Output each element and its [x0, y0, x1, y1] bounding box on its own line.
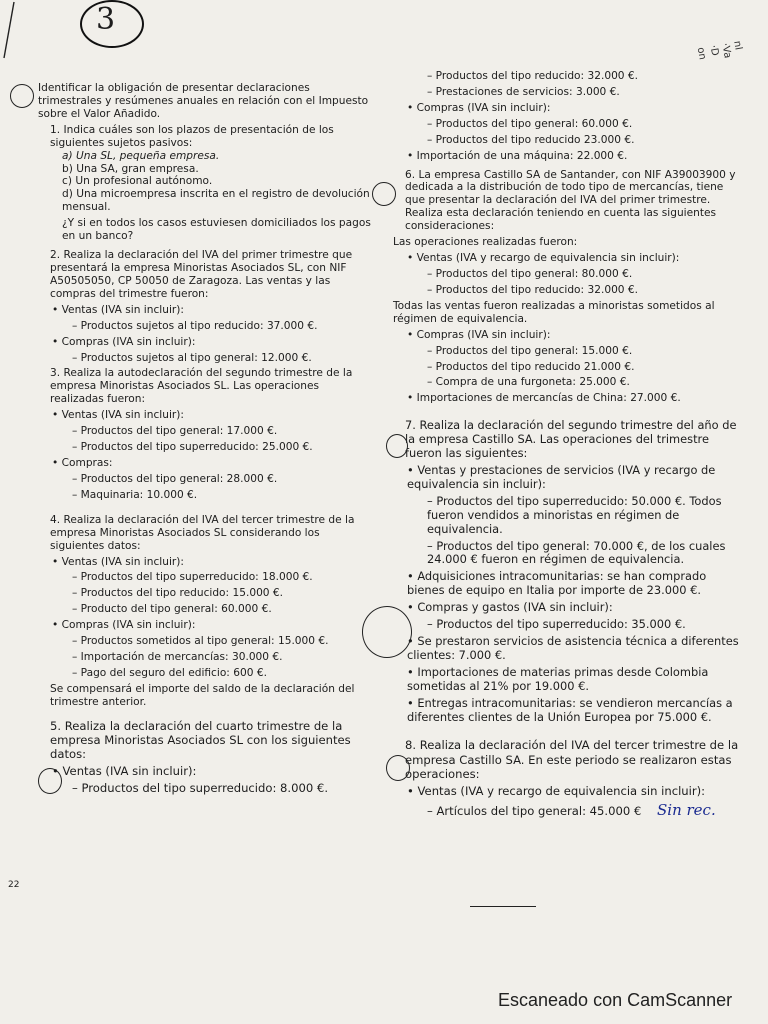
- exercise-8-lead: 8. Realiza la declaración del IVA del tercer trimestre de la empresa Castillo SA. En este periodo se realizaron estas operaciones:: [405, 738, 739, 781]
- exercise-3-c2: – Maquinaria: 10.000 €.: [38, 489, 373, 502]
- top-compras: • Compras (IVA sin incluir):: [393, 102, 743, 115]
- right-column: [393, 70, 743, 819]
- exercise-1-c: c) Un profesional autónomo.: [62, 175, 213, 188]
- exercise-6-c2: – Productos del tipo reducido 21.000 €.: [393, 361, 743, 374]
- exercise-7: [393, 419, 743, 724]
- exercise-7-c1: – Productos del tipo superreducido: 35.000 €.: [393, 618, 743, 632]
- exercise-4-v1: – Productos del tipo superreducido: 18.000 €.: [38, 571, 373, 584]
- exercise-1-d: d) Una microempresa inscrita en el registro de devolución mensual.: [62, 188, 370, 214]
- exercise-3-v1: – Productos del tipo general: 17.000 €.: [38, 425, 373, 438]
- exercise-8-ventas: • Ventas (IVA y recargo de equivalencia sin incluir):: [393, 784, 743, 798]
- exercise-4-v3: – Producto del tipo general: 60.000 €.: [38, 603, 373, 616]
- exercise-7-compras: • Compras y gastos (IVA sin incluir):: [393, 601, 743, 615]
- exercise-7-impm: • Importaciones de materias primas desde Colombia sometidas al 21% por 19.000 €.: [393, 666, 743, 694]
- exercise-2-lead: 2. Realiza la declaración del IVA del primer trimestre que presentará la empresa Minoristas Asociados SL, con NIF A50505050, CP 50050 de Zaragoza. Las ventas y las compras del trimestre fueron:: [50, 249, 353, 300]
- top-t2: – Prestaciones de servicios: 3.000 €.: [393, 86, 743, 99]
- exercise-3-c1: – Productos del tipo general: 28.000 €.: [38, 473, 373, 486]
- exercise-8-v1: [393, 801, 743, 819]
- exercise-5: [38, 719, 373, 796]
- exercise-7-serv: • Se prestaron servicios de asistencia técnica a diferentes clientes: 7.000 €.: [393, 635, 743, 663]
- exercise-6-compras: • Compras (IVA sin incluir):: [393, 329, 743, 342]
- exercise-1-question: ¿Y si en todos los casos estuviesen domiciliados los pagos en un banco?: [62, 217, 371, 243]
- exercise-circle-mark: [386, 755, 410, 781]
- exercise-2-v1: – Productos sujetos al tipo reducido: 37.000 €.: [38, 320, 373, 333]
- exercise-8-v1-text: Artículos del tipo general: 45.000 €: [436, 803, 642, 818]
- exercise-7-v1: – Productos del tipo superreducido: 50.000 €. Todos fueron vendidos a minoristas en régimen de equivalencia.: [393, 495, 743, 537]
- exercise-3: [38, 367, 373, 501]
- margin-pen-stroke: [0, 0, 20, 60]
- exercise-6-v2: – Productos del tipo reducido: 32.000 €.: [393, 284, 743, 297]
- exercise-6-note: Todas las ventas fueron realizadas a minoristas sometidos al régimen de equivalencia.: [393, 299, 715, 325]
- top-imp: • Importación de una máquina: 22.000 €.: [393, 150, 743, 163]
- exercise-1-b: b) Una SA, gran empresa.: [62, 162, 199, 175]
- camscanner-watermark: Escaneado con CamScanner: [498, 990, 733, 1010]
- exercise-3-v2: – Productos del tipo superreducido: 25.000 €.: [38, 441, 373, 454]
- exercise-2-compras: • Compras (IVA sin incluir):: [38, 336, 373, 349]
- objective-text: Identificar la obligación de presentar declaraciones trimestrales y resúmenes anuales en relación con el Impuesto sobre el Valor Añadido.: [38, 82, 369, 120]
- exercise-3-compras: • Compras:: [38, 457, 373, 470]
- exercise-1-lead: 1. Indica cuáles son los plazos de presentación de los siguientes sujetos pasivos:: [50, 123, 334, 149]
- exercise-circle-mark: [386, 434, 408, 458]
- exercise-7-adq: • Adquisiciones intracomunitarias: se han comprado bienes de equipo en Italia por importe de 23.000 €.: [393, 570, 743, 598]
- exercise-circle-mark: [38, 768, 62, 794]
- exercise-3-ventas: • Ventas (IVA sin incluir):: [38, 409, 373, 422]
- exercise-7-ventas: • Ventas y prestaciones de servicios (IVA y recargo de equivalencia sin incluir):: [393, 464, 743, 492]
- exercise-6-c1: – Productos del tipo general: 15.000 €.: [393, 345, 743, 358]
- exercise-1: [38, 124, 373, 243]
- exercise-6: [393, 169, 743, 406]
- top-c2: – Productos del tipo reducido 23.000 €.: [393, 134, 743, 147]
- exercise-4-c3: – Pago del seguro del edificio: 600 €.: [38, 667, 373, 680]
- exercise-4: [38, 514, 373, 709]
- exercise-4-c1: – Productos sometidos al tipo general: 15.000 €.: [38, 635, 373, 648]
- exercise-6-lead: 6. La empresa Castillo SA de Santander, con NIF A39003900 y dedicada a la distribución de todo tipo de mercancías, tiene que presentar la declaración del IVA del primer trimestre. Realiza esta declaración teniendo en cuenta las siguientes consideraciones:: [405, 168, 736, 233]
- left-column: [38, 82, 373, 795]
- asterisk-circle-mark: [10, 84, 34, 108]
- exercise-6-v1: – Productos del tipo general: 80.000 €.: [393, 268, 743, 281]
- footer-rule: [470, 906, 536, 907]
- exercise-7-entregas: • Entregas intracomunitarias: se vendieron mercancías a diferentes clientes de la Unión Europea por 75.000 €.: [393, 697, 743, 725]
- exercise-1-a: a) Una SL, pequeña empresa.: [62, 149, 220, 162]
- exercise-4-tail: Se compensará el importe del saldo de la declaración del trimestre anterior.: [50, 682, 355, 708]
- exercise-7-lead: 7. Realiza la declaración del segundo trimestre del año de la empresa Castillo SA. Las operaciones del trimestre fueron las siguientes:: [405, 418, 737, 461]
- exercise-2-ventas: • Ventas (IVA sin incluir):: [38, 304, 373, 317]
- exercise-4-lead: 4. Realiza la declaración del IVA del tercer trimestre de la empresa Minoristas Asociados SL considerando los siguientes datos:: [50, 513, 355, 552]
- exercise-4-compras: • Compras (IVA sin incluir):: [38, 619, 373, 632]
- page-edge-fragment: nl ·Va ·D on: [695, 40, 744, 61]
- exercise-5-lead: 5. Realiza la declaración del cuarto trimestre de la empresa Minoristas Asociados SL con los siguientes datos:: [50, 718, 351, 761]
- exercise-5-ventas: • Ventas (IVA sin incluir):: [38, 764, 373, 778]
- handwritten-note: Sin rec.: [657, 800, 716, 819]
- top-t1: – Productos del tipo reducido: 32.000 €.: [393, 70, 743, 83]
- handwritten-circle-doodle: [362, 606, 412, 658]
- exercise-7-v2: – Productos del tipo general: 70.000 €, de los cuales 24.000 € fueron en régimen de equivalencia.: [393, 540, 743, 568]
- exercise-3-lead: 3. Realiza la autodeclaración del segundo trimestre de la empresa Minoristas Asociados SL. Las operaciones realizadas fueron:: [50, 367, 353, 406]
- exercise-6-imp: • Importaciones de mercancías de China: 27.000 €.: [393, 392, 743, 405]
- exercise-4-v2: – Productos del tipo reducido: 15.000 €.: [38, 587, 373, 600]
- exercise-circle-mark: [372, 182, 396, 206]
- exercise-2: [38, 249, 373, 364]
- page-number-handwritten: 3: [96, 2, 116, 37]
- exercise-6-ops: Las operaciones realizadas fueron:: [393, 236, 578, 249]
- top-c1: – Productos del tipo general: 60.000 €.: [393, 118, 743, 131]
- exercise-8: [393, 738, 743, 819]
- exercise-4-ventas: • Ventas (IVA sin incluir):: [38, 556, 373, 569]
- exercise-6-c3: – Compra de una furgoneta: 25.000 €.: [393, 376, 743, 389]
- exercise-2-c1: – Productos sujetos al tipo general: 12.000 €.: [38, 352, 373, 365]
- exercise-6-ventas: • Ventas (IVA y recargo de equivalencia sin incluir):: [393, 252, 743, 265]
- page-footer-number: 22: [8, 880, 20, 890]
- exercise-5-v1: – Productos del tipo superreducido: 8.000 €.: [38, 781, 373, 795]
- exercise-4-c2: – Importación de mercancías: 30.000 €.: [38, 651, 373, 664]
